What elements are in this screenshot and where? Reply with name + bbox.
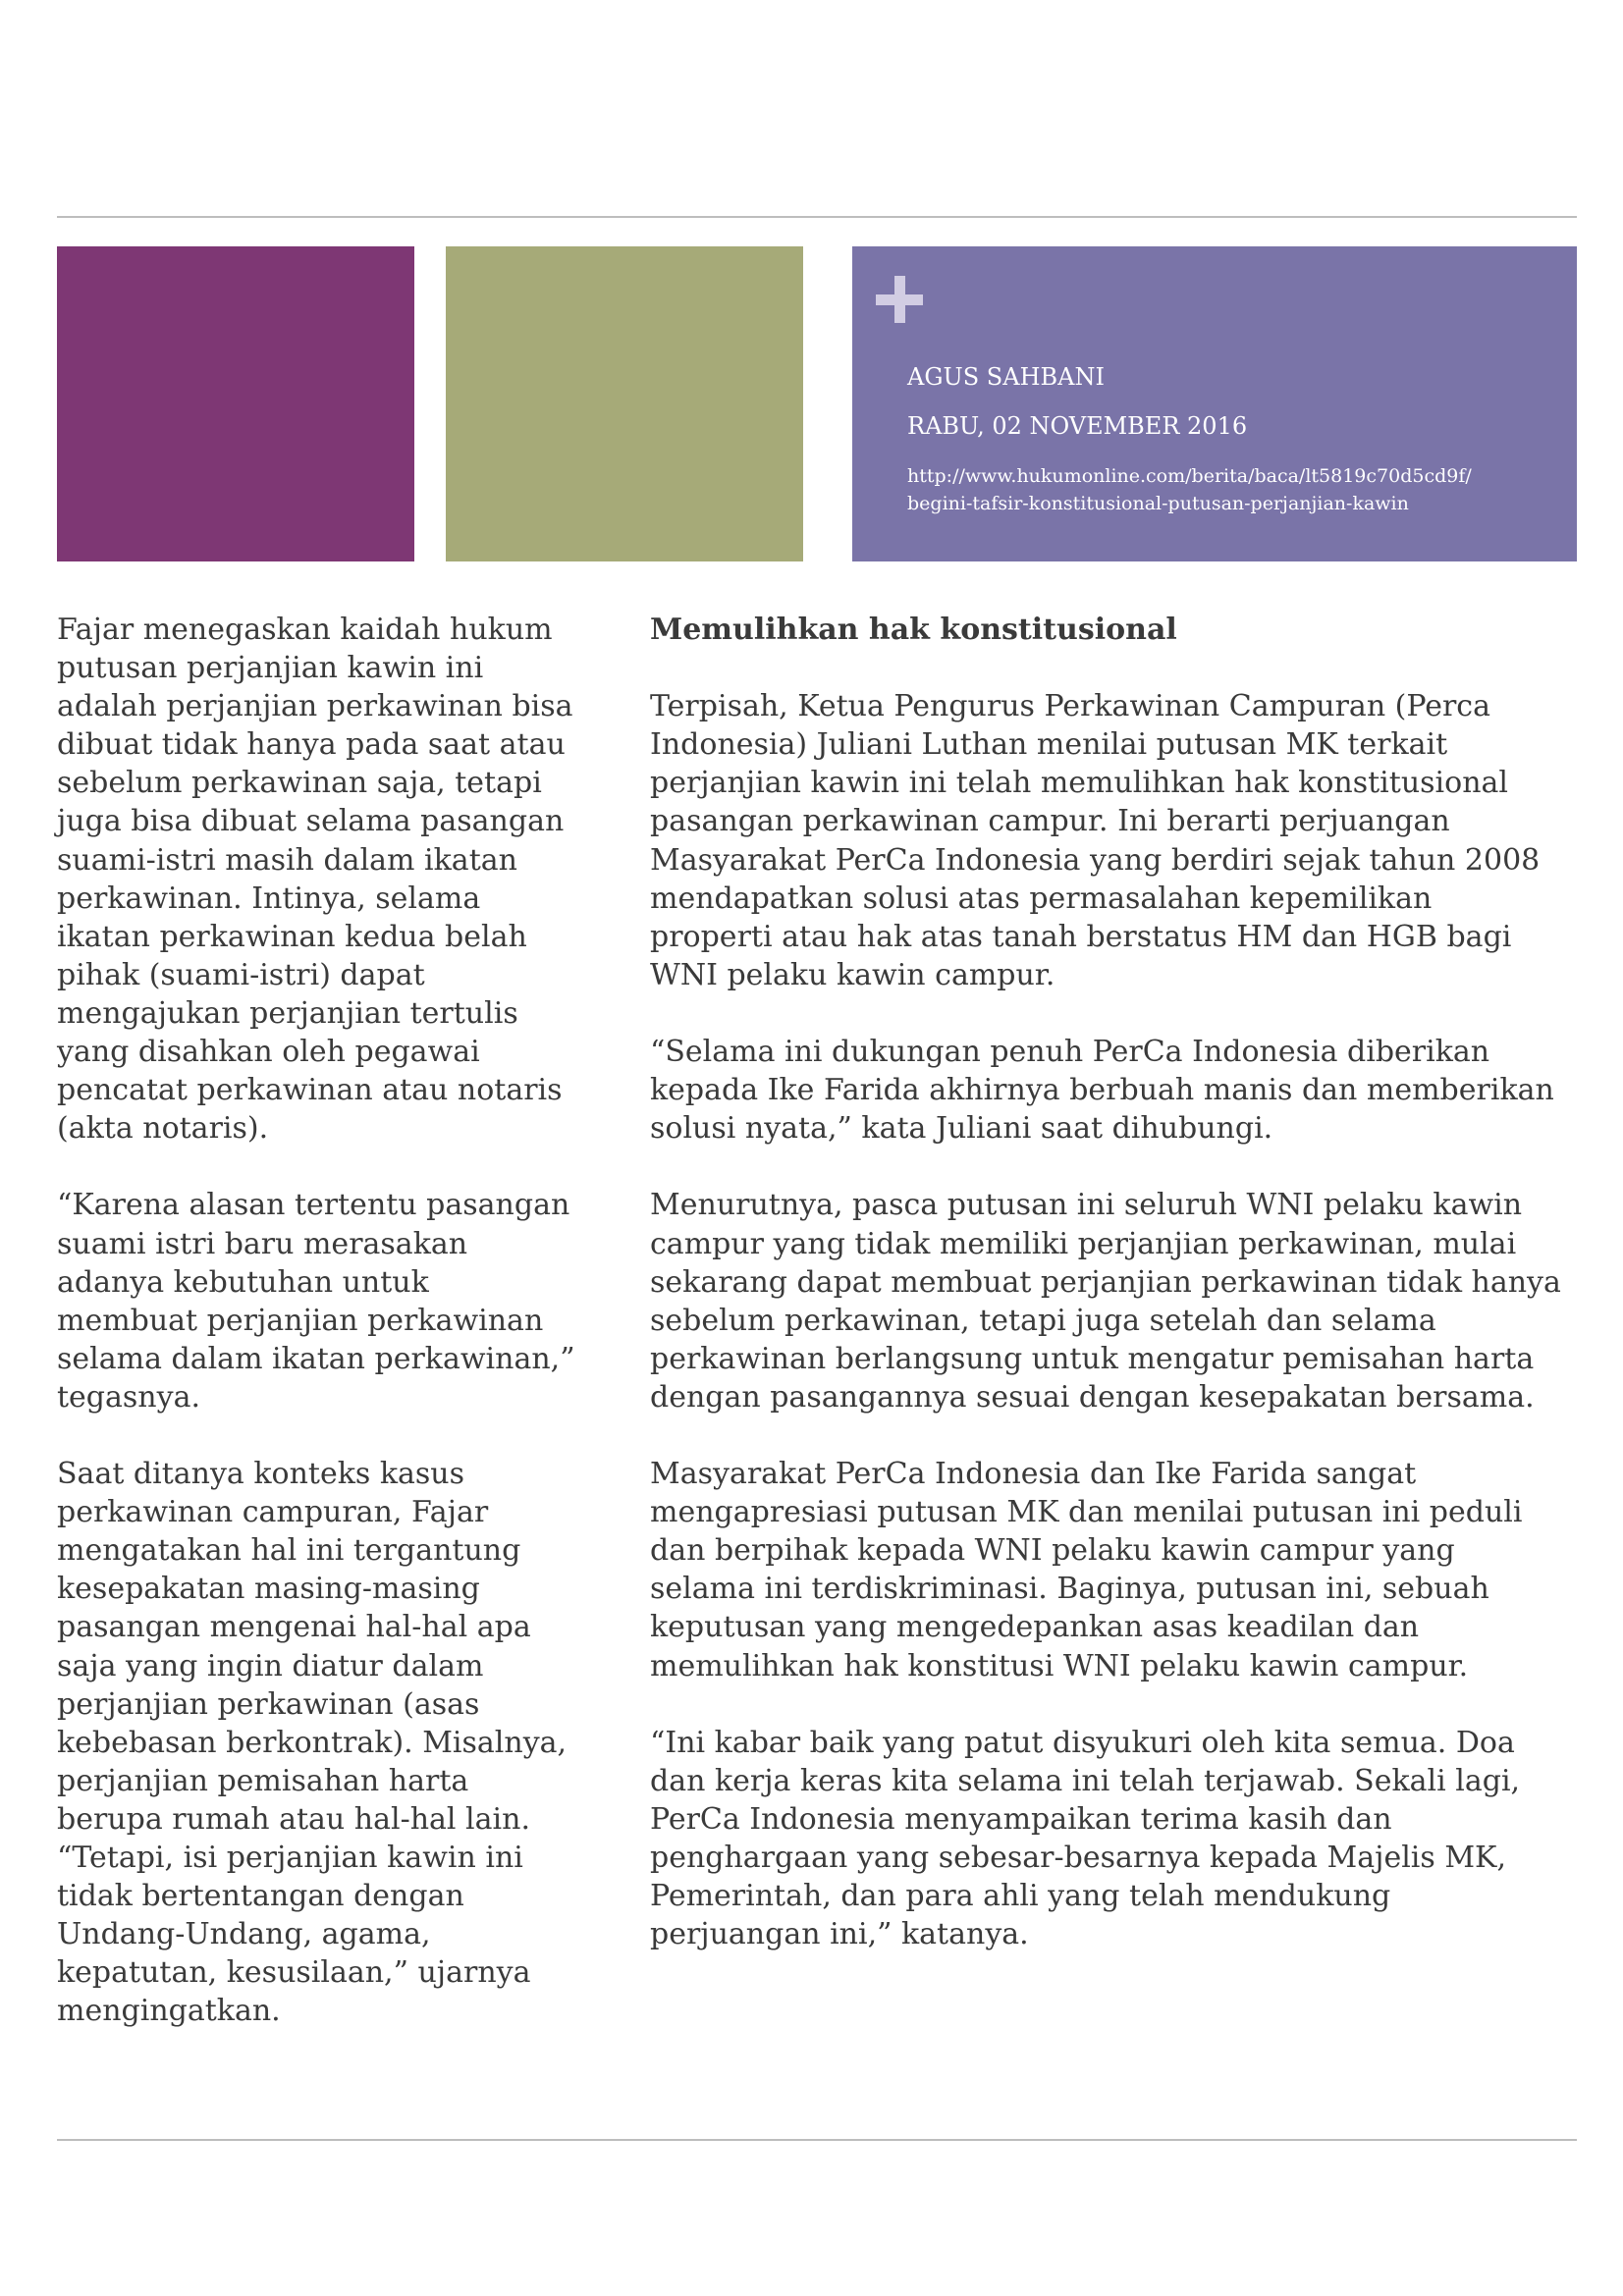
source-url-line-1: http://www.hukumonline.com/berita/baca/lt5819c70d5cd9f/ — [907, 465, 1472, 487]
paragraph: Fajar menegaskan kaidah hukum putusan perjanjian kawin ini adalah perjanjian perkawinan bisa dibuat tidak hanya pada saat atau sebelum perkawinan saja, tetapi juga bisa dibuat selama pasangan suami-istri masih dalam ikatan perkawinan. Intinya, selama ikatan perkawinan kedua belah pihak (suami-istri) dapat mengajukan perjanjian tertulis yang disahkan oleh pegawai pencatat perkawinan atau notaris (akta notaris). — [57, 613, 573, 1147]
left-column — [57, 611, 577, 2069]
olive-color-block — [446, 246, 803, 561]
paragraph: “Ini kabar baik yang patut disyukuri oleh kita semua. Doa dan kerja keras kita selama ini telah terjawab. Sekali lagi, PerCa Indonesia menyampaikan terima kasih dan penghargaan yang sebesar-besarnya kepada Majelis MK, Pemerintah, dan para ahli yang telah mendukung perjuangan ini,” katanya. — [650, 1725, 1521, 1952]
right-column — [650, 611, 1563, 1992]
paragraph: Terpisah, Ketua Pengurus Perkawinan Campuran (Perca Indonesia) Juliani Luthan menilai putusan MK terkait perjanjian kawin ini telah memulihkan hak konstitusional pasangan perkawinan campur. Ini berarti perjuangan Masyarakat PerCa Indonesia yang berdiri sejak tahun 2008 mendapatkan solusi atas permasalahan kepemilikan properti atau hak atas tanah berstatus HM dan HGB bagi WNI pelaku kawin campur. — [650, 689, 1541, 992]
paragraph: Masyarakat PerCa Indonesia dan Ike Farida sangat mengapresiasi putusan MK dan menilai putusan ini peduli dan berpihak kepada WNI pelaku kawin campur yang selama ini terdiskriminasi. Baginya, putusan ini, sebuah keputusan yang mengedepankan asas keadilan dan memulihkan hak konstitusi WNI pelaku kawin campur. — [650, 1457, 1523, 1683]
plus-icon — [876, 276, 923, 323]
author-name: AGUS SAHBANI — [907, 363, 1105, 391]
source-url — [907, 462, 1565, 517]
paragraph: Saat ditanya konteks kasus perkawinan campuran, Fajar mengatakan hal ini tergantung kesepakatan masing-masing pasangan mengenai hal-hal apa saja yang ingin diatur dalam perjanjian perkawinan (asas kebebasan berkontrak). Misalnya, perjanjian pemisahan harta berupa rumah atau hal-hal lain. “Tetapi, isi perjanjian kawin ini tidak bertentangan dengan Undang-Undang, agama, kepatutan, kesusilaan,” ujarnya mengingatkan. — [57, 1457, 568, 2029]
top-divider — [57, 216, 1577, 218]
publish-date: RABU, 02 NOVEMBER 2016 — [907, 412, 1248, 440]
paragraph: Menurutnya, pasca putusan ini seluruh WNI pelaku kawin campur yang tidak memiliki perjanjian perkawinan, mulai sekarang dapat membuat perjanjian perkawinan tidak hanya sebelum perkawinan, tetapi juga setelah dan selama perkawinan berlangsung untuk mengatur pemisahan harta dengan pasangannya sesuai dengan kesepakatan bersama. — [650, 1188, 1561, 1415]
purple-color-block — [57, 246, 414, 561]
paragraph: “Karena alasan tertentu pasangan suami istri baru merasakan adanya kebutuhan untuk membuat perjanjian perkawinan selama dalam ikatan perkawinan,” tegasnya. — [57, 1188, 575, 1415]
paragraph: “Selama ini dukungan penuh PerCa Indonesia diberikan kepada Ike Farida akhirnya berbuah manis dan memberikan solusi nyata,” kata Juliani saat dihubungi. — [650, 1035, 1554, 1147]
bottom-divider — [57, 2139, 1577, 2141]
source-url-line-2: begini-tafsir-konstitusional-putusan-perjanjian-kawin — [907, 493, 1409, 514]
section-heading: Memulihkan hak konstitusional — [650, 613, 1177, 647]
article-meta-panel — [852, 246, 1577, 561]
